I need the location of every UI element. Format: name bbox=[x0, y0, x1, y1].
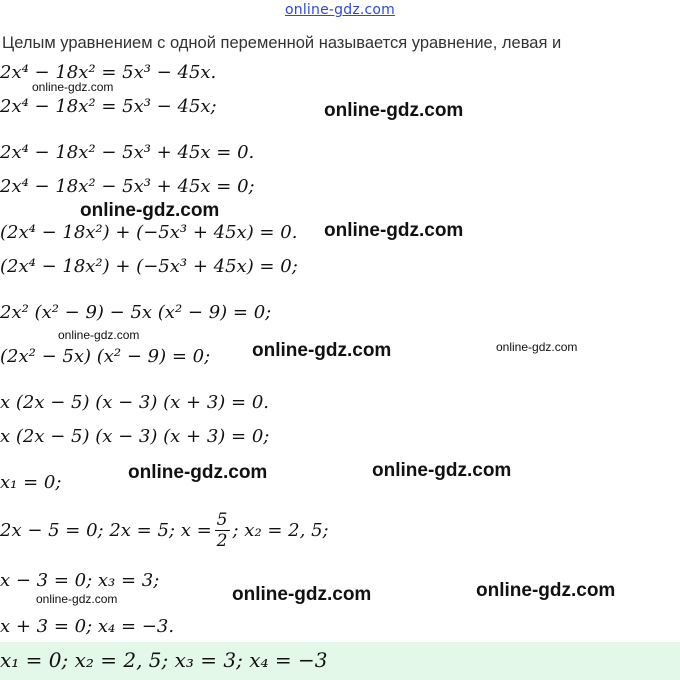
equation-line-3: 2x⁴ − 18x² − 5x³ + 45x = 0. bbox=[0, 142, 255, 163]
watermark-large: online-gdz.com bbox=[324, 220, 464, 241]
watermark-large: online-gdz.com bbox=[324, 100, 464, 121]
fraction-denominator: 2 bbox=[216, 531, 228, 551]
watermark-small: online-gdz.com bbox=[36, 592, 118, 606]
root-2-part-a: 2x − 5 = 0; 2x = 5; x = bbox=[0, 520, 212, 541]
watermark-small: online-gdz.com bbox=[58, 328, 140, 342]
watermark-large: online-gdz.com bbox=[128, 462, 268, 483]
equation-line-10: x (2x − 5) (x − 3) (x + 3) = 0; bbox=[0, 426, 270, 447]
equation-line-7: 2x² (x² − 9) − 5x (x² − 9) = 0; bbox=[0, 302, 272, 323]
root-2-line bbox=[0, 510, 329, 551]
equation-line-6: (2x⁴ − 18x²) + (−5x³ + 45x) = 0; bbox=[0, 256, 298, 277]
equation-line-5: (2x⁴ − 18x²) + (−5x³ + 45x) = 0. bbox=[0, 222, 298, 243]
intro-text: Целым уравнением с одной переменной называется уравнение, левая и bbox=[2, 34, 562, 52]
equation-line-2: 2x⁴ − 18x² = 5x³ − 45x; bbox=[0, 96, 217, 117]
root-2-part-b: ; x₂ = 2, 5; bbox=[232, 520, 329, 541]
root-3: x − 3 = 0; x₃ = 3; bbox=[0, 570, 160, 591]
watermark-large: online-gdz.com bbox=[80, 200, 220, 221]
fraction-numerator: 5 bbox=[216, 510, 228, 530]
equation-line-1: 2x⁴ − 18x² = 5x³ − 45x. bbox=[0, 62, 217, 83]
watermark-large: online-gdz.com bbox=[232, 584, 372, 605]
equation-line-9: x (2x − 5) (x − 3) (x + 3) = 0. bbox=[0, 392, 269, 413]
watermark-large: online-gdz.com bbox=[476, 580, 616, 601]
final-answer: x₁ = 0; x₂ = 2, 5; x₃ = 3; x₄ = −3 bbox=[0, 648, 328, 672]
site-link[interactable]: online-gdz.com bbox=[284, 2, 396, 18]
root-4: x + 3 = 0; x₄ = −3. bbox=[0, 616, 175, 637]
equation-line-8: (2x² − 5x) (x² − 9) = 0; bbox=[0, 346, 211, 367]
watermark-large: online-gdz.com bbox=[252, 340, 392, 361]
watermark-small: online-gdz.com bbox=[496, 340, 578, 354]
root-1: x₁ = 0; bbox=[0, 472, 62, 493]
equation-line-4: 2x⁴ − 18x² − 5x³ + 45x = 0; bbox=[0, 176, 255, 197]
watermark-large: online-gdz.com bbox=[372, 460, 512, 481]
fraction-five-halves bbox=[215, 510, 230, 551]
watermark-small: online-gdz.com bbox=[32, 80, 114, 94]
